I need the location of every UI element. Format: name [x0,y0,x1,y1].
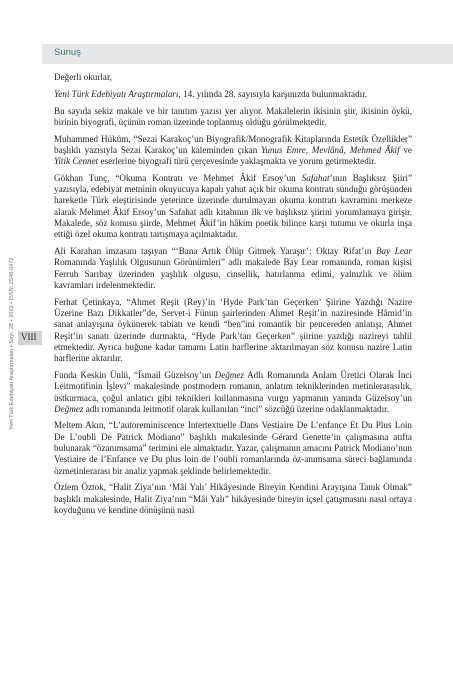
p7-italic-b: Değmez [214,369,245,380]
header-band [42,44,453,64]
paragraph-3 [54,134,412,168]
p7-italic-d: Değmez [54,403,84,414]
paragraph-2: Bu sayıda sekiz makale ve bir tanıtım yazısı yer alıyor. Makalelerin ikisinin şiir, ikisinin öykü, birinin biyografi, üçünün roman üzerinde toplanmış olduğu görülmektedir. [54,105,412,128]
journal-running-line: Yeni Türk Edebiyatı Araştırmaları • Sayı: 28 • 2022 • ISSN: 2548-0472 [9,257,15,430]
p7-text-e: adlı romanında leitmotif olarak kullanılan “inci” sözcüğü üzerine odaklanmaktadır. [83,403,389,414]
side-margin [0,44,42,680]
paragraph-1-text: , 14. yılında 28. sayısıyla karşınızda bulunmaktadır. [178,89,368,100]
article-body [54,72,412,522]
p3-text-e: eserlerine biyografi türü çerçevesinde yaklaşmakta ve yorum getirmektedir. [98,156,377,167]
p4-text-c: ’ının Başlıksız Şiiri” yazısıyla, edebiyat metninin okuyucuya kapalı yahut açık bir okuma kontratı sunduğu görüşünden hareketle Türk eleştirisinde yeterince üzerinde durulmayan okuma kontratı kavramını merkeze alarak Mehmet Âkif Ersoy’un Safahat adlı kitabının ilk ve başlıksız şiirini yorumlamaya girişir. Makalede, söz konusu şiirde, Mehmet Âkif’in hâkim poetik bilince karşı tutumu ve okurla inşa ettiği özel okuma kontratı tartışmaya açılmaktadır. [54,172,412,240]
p3-italic-b: Yunus Emre, Mevlânâ, Mehmed Âkif [261,144,400,155]
paragraph-7 [54,370,412,415]
section-title: Sunuş [54,47,81,58]
journal-name: Yeni Türk Edebiyatı Araştırmaları [54,89,179,100]
page-number: VIII [21,332,37,342]
p3-text-c: ve [399,144,412,155]
paragraph-8: Meltem Akın, “L’autoreminiscence Intertextuelle Dans Vestiaire De L’enfance Et Du Plus Loin De L’oubli De Patrick Modiano” başlıklı makalesinde Gérard Genette’in çalışmasına atıfta bulunarak “özanımsama” terimini ele almaktadır. Yazar, çalışmanın amacını Patrick Modiano’nun Vestiaire de l’Enfance ve Du plus loin de l’oubli romanlarında öz-anımsama süreci bağlamında özmetinlerarası bir analiz yapmak şeklinde belirlemektedir. [54,420,412,476]
p7-text-a: Funda Keskin Ünlü, “İsmail Güzelsoy’un [54,369,215,380]
p5-italic-b: Bay Lear [375,246,412,257]
paragraph-1 [54,89,412,100]
p7-text-c: Adlı Romanında Anlam Üretici Olarak İnci Leitmotifinin İşlevi” makalesinde postmodern romanın, anlatım tekniklerinden metinlerarasılık, üstkurmaca, çoğul anlatıcı gibi teknikleri kullanmasına vurgu yapmanın yanında Güzelsoy’un [54,369,412,403]
paragraph-6: Ferhat Çetinkaya, “Ahmet Reşit (Rey)’in ‘Hyde Park’tan Geçerken’ Şiirine Yazdığı Nazire Üzerine Bazı Dikkatler”de, Servet-i Fünun şairlerinden Ahmet Reşit’in naziresinde Hâmid’in sanat anlayışına öykünerek tabiatı ve kendi “ben”ini romantik bir pencereden anlatışı, Ahmet Reşit’in sanatı üzerinde durmakta, “Hyde Park’tan Geçerken” şiirine yazdığı nazireyi tahlil etmektedir. Ayrıca buğune kadar tamamı Latin harflerine aktarılmayan söz konusu nazire Latin harflerine aktarılır. [54,296,412,364]
p5-text-c: Romanında Yaşlılık Olgusunun Görünümleri” adlı makalede Bay Lear romanında, roman kişisi Ferruh Sarıbay üzerinden yaşlılık olgusu, cinsellik, hatırlanma edimi, yalnızlık ve ölüm kavramları irdelenmektedir. [54,257,412,291]
p3-italic-d: Yitik Cennet [54,156,99,167]
p3-text-a: Muhammed Hüküm, “Sezai Karakoç’un Biyografik/Monografik Kitaplarında Estetik Özellikler” başlıklı yazısıyla Sezai Karakoç’un kaleminden çıkan [54,133,412,155]
p4-text-a: Gökhan Tunç, “Okuma Kontratı ve Mehmet Âkif Ersoy’un [54,172,302,183]
paragraph-4 [54,173,412,241]
p4-italic-b: Safahat [301,172,330,183]
paragraph-5 [54,246,412,291]
paragraph-9: Özlem Öztok, “Halit Ziya’nın ‘Mâi Yalı’ Hikâyesinde Bireyin Kendini Arayışına Tanık Olmak” başlıklı makalesinde, Halit Ziya’nın “Mâi Yalı” hikâyesinde bireyin içsel çatışmasını nasıl ortaya koyduğunu ve kendine dönüşünü nasıl [54,482,412,515]
p5-text-a: Ali Karahan imzasını taşıyan “‘Bana Artık Ölüp Gitmek Yaraşır’: Oktay Rifat’ın [54,246,376,257]
salutation: Değerli okurlar, [54,72,112,82]
